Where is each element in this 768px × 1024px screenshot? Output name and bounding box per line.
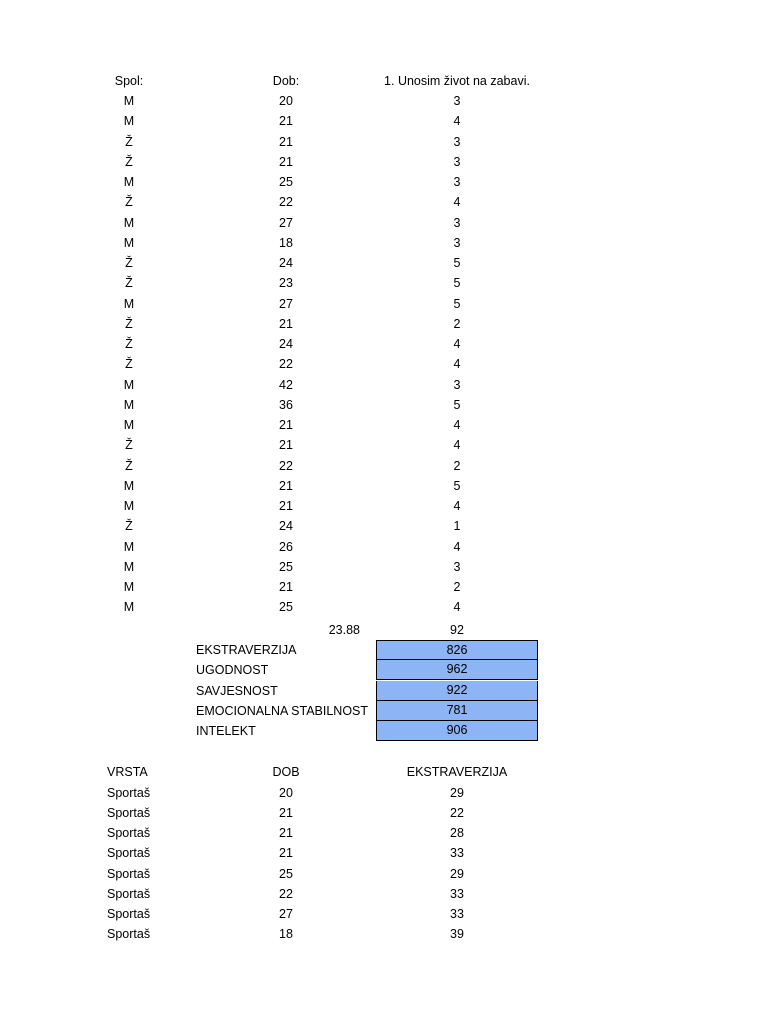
- cell-spol: M: [123, 215, 135, 230]
- cell-dob: 21: [279, 478, 293, 493]
- cell-q1: 3: [453, 215, 461, 230]
- cell-q1: 2: [453, 580, 461, 594]
- cell-dob: 21: [279, 154, 293, 169]
- cell-q1: 5: [453, 276, 461, 291]
- cell-dob: 21: [279, 316, 293, 331]
- cell-ekstraverzija: 33: [450, 846, 464, 861]
- cell-ekstraverzija: 28: [450, 826, 464, 840]
- cell-dob: 42: [279, 377, 293, 392]
- cell-dob: 22: [279, 195, 293, 210]
- cell-dob: 21: [279, 114, 293, 129]
- cell-dob: 22: [279, 357, 293, 372]
- trait-label: EMOCIONALNA STABILNOST: [196, 703, 369, 718]
- cell-spol: M: [123, 539, 135, 554]
- cell-dob: 25: [279, 600, 293, 615]
- trait-value-cell[interactable]: 906: [376, 721, 538, 741]
- cell-vrsta: Sportaš: [107, 785, 151, 800]
- cell-q1: 3: [453, 94, 461, 108]
- cell-spol: M: [123, 114, 135, 129]
- cell-spol: M: [123, 478, 135, 493]
- header-spol: Spol:: [114, 74, 144, 88]
- cell-ekstraverzija: 22: [450, 805, 464, 820]
- cell-spol: M: [123, 235, 135, 250]
- cell-dob: 21: [279, 580, 293, 594]
- cell-vrsta: Sportaš: [107, 846, 151, 861]
- cell-dob-2: 25: [279, 866, 293, 881]
- cell-ekstraverzija: 29: [450, 785, 464, 800]
- cell-dob: 27: [279, 215, 293, 230]
- cell-vrsta: Sportaš: [107, 907, 151, 921]
- cell-spol: M: [123, 580, 135, 594]
- trait-value-cell[interactable]: 826: [376, 640, 538, 660]
- header-dob-2: DOB: [272, 765, 300, 779]
- cell-q1: 5: [453, 296, 461, 311]
- cell-spol: Ž: [125, 316, 133, 331]
- cell-dob: 21: [279, 499, 293, 513]
- cell-dob-2: 20: [279, 785, 293, 800]
- cell-dob: 22: [279, 458, 293, 473]
- cell-spol: M: [123, 600, 135, 615]
- q1-total-value: 92: [450, 623, 464, 637]
- cell-ekstraverzija: 39: [450, 927, 464, 942]
- cell-dob-2: 22: [279, 886, 293, 901]
- cell-spol: Ž: [125, 134, 133, 149]
- cell-dob: 24: [279, 519, 293, 534]
- cell-spol: Ž: [125, 458, 133, 473]
- cell-spol: Ž: [125, 357, 133, 372]
- cell-q1: 2: [453, 316, 461, 331]
- cell-spol: M: [123, 94, 135, 108]
- cell-q1: 4: [453, 337, 461, 351]
- cell-dob-2: 27: [279, 907, 293, 921]
- cell-ekstraverzija: 33: [450, 907, 464, 921]
- cell-q1: 3: [453, 559, 461, 574]
- header-dob: Dob:: [272, 74, 300, 88]
- cell-q1: 3: [453, 377, 461, 392]
- cell-spol: M: [123, 499, 135, 513]
- cell-q1: 4: [453, 539, 461, 554]
- cell-dob: 27: [279, 296, 293, 311]
- cell-dob-2: 21: [279, 826, 293, 840]
- trait-label: UGODNOST: [196, 663, 269, 678]
- cell-q1: 5: [453, 478, 461, 493]
- cell-dob: 24: [279, 337, 293, 351]
- trait-value-cell[interactable]: 922: [376, 681, 538, 701]
- cell-q1: 4: [453, 357, 461, 372]
- header-ekstraverzija: EKSTRAVERZIJA: [406, 765, 508, 779]
- cell-dob-2: 21: [279, 805, 293, 820]
- cell-spol: Ž: [125, 519, 133, 534]
- header-question-1: 1. Unosim život na zabavi.: [384, 74, 530, 88]
- cell-dob-2: 21: [279, 846, 293, 861]
- cell-q1: 2: [453, 458, 461, 473]
- cell-spol: M: [123, 559, 135, 574]
- cell-q1: 3: [453, 175, 461, 189]
- cell-ekstraverzija: 29: [450, 866, 464, 881]
- cell-vrsta: Sportaš: [107, 805, 151, 820]
- cell-vrsta: Sportaš: [107, 826, 151, 840]
- cell-q1: 3: [453, 154, 461, 169]
- cell-dob: 18: [279, 235, 293, 250]
- cell-q1: 5: [453, 397, 461, 412]
- trait-value-cell[interactable]: 781: [376, 701, 538, 721]
- cell-q1: 5: [453, 256, 461, 270]
- cell-spol: Ž: [125, 337, 133, 351]
- cell-spol: M: [123, 418, 135, 432]
- cell-q1: 4: [453, 418, 461, 432]
- cell-q1: 4: [453, 600, 461, 615]
- cell-q1: 4: [453, 499, 461, 513]
- header-vrsta: VRSTA: [107, 765, 148, 779]
- cell-q1: 4: [453, 195, 461, 210]
- trait-label: INTELEKT: [196, 724, 256, 738]
- cell-q1: 4: [453, 438, 461, 453]
- cell-vrsta: Sportaš: [107, 927, 151, 942]
- cell-q1: 3: [453, 134, 461, 149]
- mean-age-value: 23.88: [328, 623, 360, 637]
- cell-dob: 21: [279, 438, 293, 453]
- cell-dob-2: 18: [279, 927, 293, 942]
- cell-dob: 25: [279, 175, 293, 189]
- cell-dob: 26: [279, 539, 293, 554]
- cell-q1: 1: [453, 519, 461, 534]
- cell-spol: Ž: [125, 195, 133, 210]
- cell-spol: Ž: [125, 276, 133, 291]
- cell-ekstraverzija: 33: [450, 886, 464, 901]
- cell-spol: M: [123, 397, 135, 412]
- cell-dob: 36: [279, 397, 293, 412]
- cell-dob: 23: [279, 276, 293, 291]
- cell-dob: 24: [279, 256, 293, 270]
- trait-label: EKSTRAVERZIJA: [196, 643, 297, 657]
- cell-vrsta: Sportaš: [107, 866, 151, 881]
- trait-label: SAVJESNOST: [196, 683, 278, 698]
- cell-vrsta: Sportaš: [107, 886, 151, 901]
- cell-q1: 3: [453, 235, 461, 250]
- cell-spol: Ž: [125, 256, 133, 270]
- cell-spol: M: [123, 175, 135, 189]
- cell-spol: M: [123, 296, 135, 311]
- cell-dob: 21: [279, 418, 293, 432]
- cell-spol: Ž: [125, 154, 133, 169]
- cell-spol: M: [123, 377, 135, 392]
- cell-q1: 4: [453, 114, 461, 129]
- cell-dob: 25: [279, 559, 293, 574]
- cell-dob: 21: [279, 134, 293, 149]
- cell-spol: Ž: [125, 438, 133, 453]
- trait-value-cell[interactable]: 962: [376, 660, 538, 680]
- cell-dob: 20: [279, 94, 293, 108]
